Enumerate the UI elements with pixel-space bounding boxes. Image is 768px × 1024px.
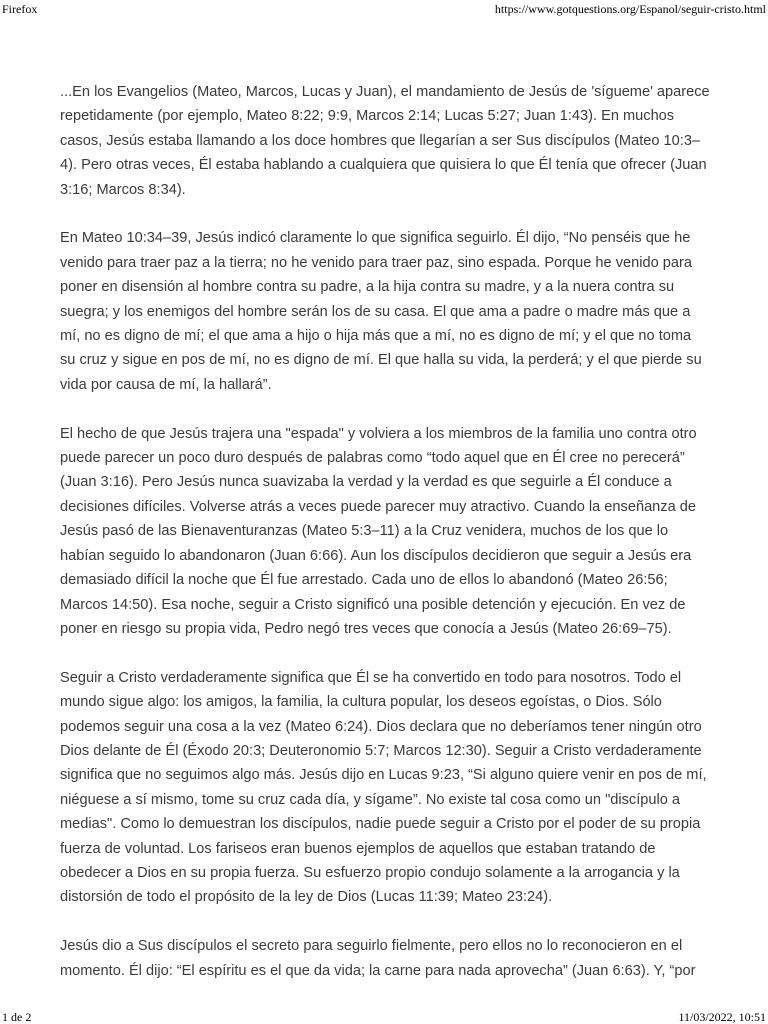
print-footer (0, 1008, 768, 1024)
print-header (0, 0, 768, 18)
article-paragraph: Jesús dio a Sus discípulos el secreto para seguirlo fielmente, pero ellos no lo reconocieron en el momento. Él dijo: “El espíritu es el que da vida; la carne para nada aprovecha” (Juan 6:63). Y, “por (60, 938, 696, 979)
browser-name: Firefox (2, 1, 38, 16)
page-indicator: 1 de 2 (2, 1009, 32, 1024)
article-paragraph: El hecho de que Jesús trajera una "espada" y volviera a los miembros de la familia uno contra otro puede parecer un poco duro después de palabras como “todo aquel que en Él cree no perecerá” (Juan 3:16). Pero Jesús nunca suavizaba la verdad y la verdad es que seguirle a Él conduce a decisiones difíciles. Volverse atrás a veces puede parecer muy atractivo. Cuando la enseñanza de Jesús pasó de las Bienaventuranzas (Mateo 5:3–11) a la Cruz venidera, muchos de los que lo habían seguido lo abandonaron (Juan 6:66). Aun los discípulos decidieron que seguir a Jesús era demasiado difícil la noche que Él fue arrestado. Cada uno de ellos lo abandonó (Mateo 26:56; Marcos 14:50). Esa noche, seguir a Cristo significó una posible detención y ejecución. En vez de poner en riesgo su propia vida, Pedro negó tres veces que conocía a Jesús (Mateo 26:69–75). (60, 425, 697, 637)
print-timestamp: 11/03/2022, 10:51 (678, 1009, 766, 1024)
article-paragraph: ...En los Evangelios (Mateo, Marcos, Lucas y Juan), el mandamiento de Jesús de 'sígueme' aparece repetidamente (por ejemplo, Mateo 8:22; 9:9, Marcos 2:14; Lucas 5:27; Juan 1:43). En muchos casos, Jesús estaba llamando a los doce hombres que llegarían a ser Sus discípulos (Mateo 10:3–4). Pero otras veces, Él estaba hablando a cualquiera que quisiera lo que Él tenía que ofrecer (Juan 3:16; Marcos 8:34). (60, 84, 710, 198)
article-paragraph: Seguir a Cristo verdaderamente significa que Él se ha convertido en todo para nosotros. Todo el mundo sigue algo: los amigos, la familia, la cultura popular, los deseos egoístas, o Dios. Sólo podemos seguir una cosa a la vez (Mateo 6:24). Dios declara que no deberíamos tener ningún otro Dios delante de Él (Éxodo 20:3; Deuteronomio 5:7; Marcos 12:30). Seguir a Cristo verdaderamente significa que no seguimos algo más. Jesús dijo en Lucas 9:23, “Si alguno quiere venir en pos de mí, niéguese a sí mismo, tome su cruz cada día, y sígame”. No existe tal cosa como un "discípulo a medias". Como lo demuestran los discípulos, nadie puede seguir a Cristo por el poder de su propia fuerza de voluntad. Los fariseos eran buenos ejemplos de aquellos que estaban tratando de obedecer a Dios en su propia fuerza. Su esfuerzo propio condujo solamente a la arrogancia y la distorsión de todo el propósito de la ley de Dios (Lucas 11:39; Mateo 23:24). (60, 669, 707, 906)
article-body (60, 80, 710, 980)
page-url: https://www.gotquestions.org/Espanol/seguir-cristo.html (494, 1, 766, 16)
article-paragraph: En Mateo 10:34–39, Jesús indicó claramente lo que significa seguirlo. Él dijo, “No penséis que he venido para traer paz a la tierra; no he venido para traer paz, sino espada. Porque he venido para poner en disensión al hombre contra su padre, a la hija contra su madre, y a la nuera contra su suegra; y los enemigos del hombre serán los de su casa. El que ama a padre o madre más que a mí, no es digno de mí; el que ama a hijo o hija más que a mí, no es digno de mí; y el que no toma su cruz y sigue en pos de mí, no es digno de mí. El que halla su vida, la perderá; y el que pierde su vida por causa de mí, la hallará”. (60, 230, 702, 393)
